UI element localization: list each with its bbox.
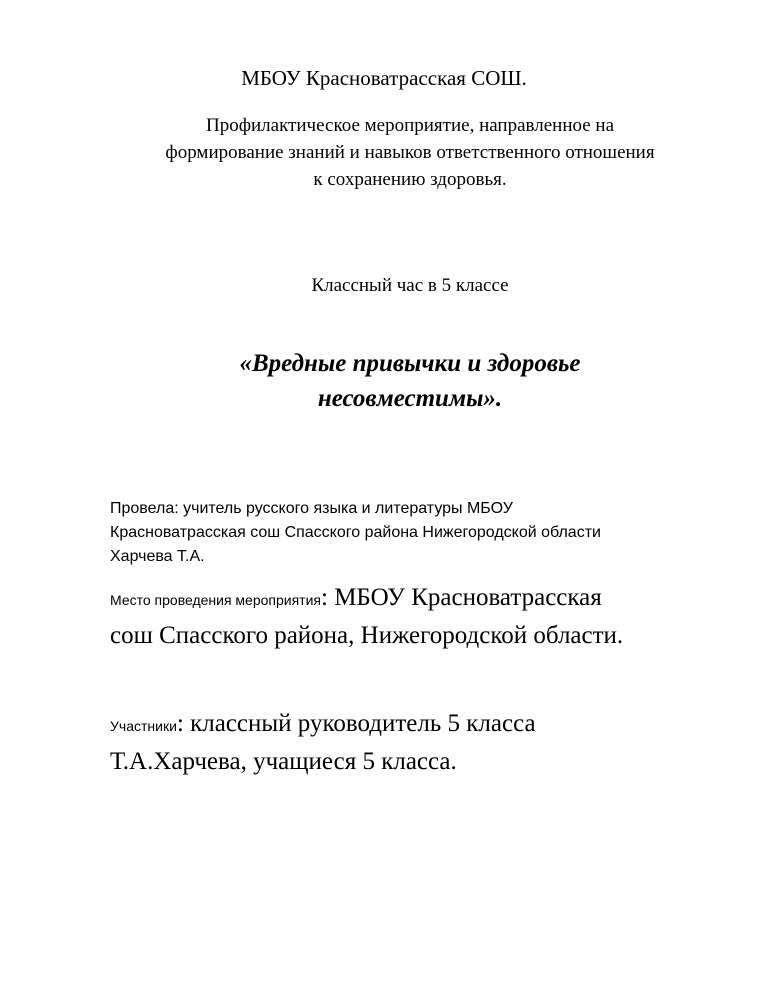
conducted-line-1: Провела: учитель русского языка и литературы МБОУ (110, 500, 513, 517)
purpose-line-3: к сохранению здоровья. (313, 169, 507, 190)
event-purpose (90, 112, 730, 193)
conducted-line-3: Харчева Т.А. (110, 548, 205, 565)
conducted-by (110, 497, 750, 569)
event-participants (110, 706, 750, 780)
conducted-line-2: Красноватрасская сош Спасского района Нижегородской области (110, 524, 601, 541)
venue-line-1 (110, 580, 750, 618)
participants-label: Участники (110, 718, 177, 734)
participants-line-2: Т.А.Харчева, учащиеся 5 класса. (110, 748, 457, 775)
participants-value-1: : классный руководитель 5 класса (176, 710, 536, 737)
class-hour-label: Классный час в 5 классе (311, 275, 509, 296)
event-title (100, 346, 720, 416)
venue-label: Место проведения мероприятия (110, 592, 321, 608)
school-header: МБОУ Красноватрасская СОШ. (241, 66, 527, 90)
purpose-line-2: формирование знаний и навыков ответственного отношения (165, 142, 655, 163)
venue-line-2: сош Спасского района, Нижегородской области. (110, 622, 624, 649)
title-line-2: несовместимы». (317, 385, 503, 412)
participants-line-1 (110, 706, 750, 744)
purpose-line-1: Профилактическое мероприятие, направленное на (205, 115, 615, 136)
event-venue (110, 580, 750, 654)
title-line-1: «Вредные привычки и здоровье (239, 350, 581, 377)
venue-value-1: : МБОУ Красноватрасская (321, 584, 602, 611)
